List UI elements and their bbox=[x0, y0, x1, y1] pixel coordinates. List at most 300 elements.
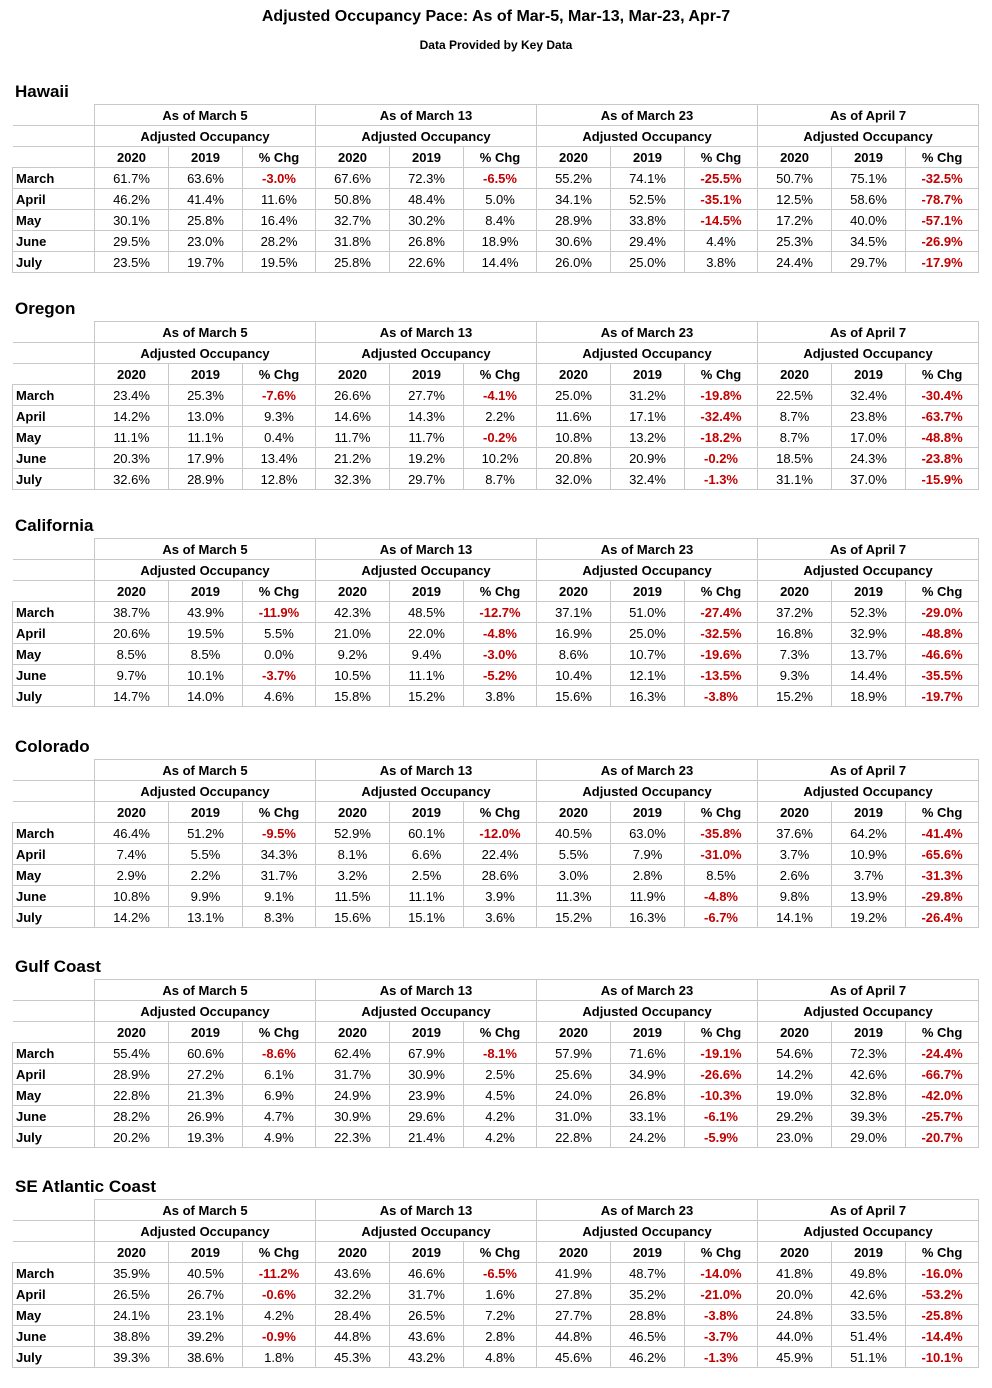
value-cell: 63.0% bbox=[611, 823, 685, 844]
value-cell: 13.1% bbox=[169, 907, 243, 928]
pct-change-cell: 9.1% bbox=[243, 886, 316, 907]
value-cell: 43.6% bbox=[390, 1326, 464, 1347]
value-cell: 28.9% bbox=[95, 1064, 169, 1085]
pct-change-cell: -6.5% bbox=[464, 168, 537, 189]
blank-cell bbox=[13, 980, 95, 1001]
group-header: As of April 7 bbox=[758, 760, 979, 781]
value-cell: 60.6% bbox=[169, 1043, 243, 1064]
subcolumn-header: 2019 bbox=[832, 581, 906, 602]
value-cell: 22.3% bbox=[316, 1127, 390, 1148]
subcolumn-header: % Chg bbox=[243, 147, 316, 168]
value-cell: 11.9% bbox=[611, 886, 685, 907]
pct-change-cell: -19.7% bbox=[906, 686, 979, 707]
value-cell: 51.4% bbox=[832, 1326, 906, 1347]
subcolumn-header: % Chg bbox=[243, 581, 316, 602]
value-cell: 25.8% bbox=[316, 252, 390, 273]
value-cell: 20.3% bbox=[95, 448, 169, 469]
subcolumn-header: 2020 bbox=[316, 1022, 390, 1043]
subcolumn-header: % Chg bbox=[464, 1022, 537, 1043]
pct-change-cell: 4.9% bbox=[243, 1127, 316, 1148]
blank-cell bbox=[13, 343, 95, 364]
value-cell: 24.2% bbox=[611, 1127, 685, 1148]
value-cell: 52.5% bbox=[611, 189, 685, 210]
subcolumn-header: 2020 bbox=[316, 364, 390, 385]
pct-change-cell: -9.5% bbox=[243, 823, 316, 844]
table-row bbox=[13, 602, 979, 623]
pct-change-cell: -48.8% bbox=[906, 427, 979, 448]
value-cell: 29.4% bbox=[611, 231, 685, 252]
pct-change-cell: 5.5% bbox=[243, 623, 316, 644]
value-cell: 19.5% bbox=[169, 623, 243, 644]
pct-change-cell: -16.0% bbox=[906, 1263, 979, 1284]
value-cell: 21.3% bbox=[169, 1085, 243, 1106]
value-cell: 34.5% bbox=[832, 231, 906, 252]
pct-change-cell: -0.6% bbox=[243, 1284, 316, 1305]
subcolumn-header: 2020 bbox=[95, 147, 169, 168]
value-cell: 14.2% bbox=[95, 406, 169, 427]
value-cell: 24.0% bbox=[537, 1085, 611, 1106]
month-label: May bbox=[13, 1085, 95, 1106]
value-cell: 11.7% bbox=[390, 427, 464, 448]
value-cell: 51.0% bbox=[611, 602, 685, 623]
table-row bbox=[13, 469, 979, 490]
value-cell: 74.1% bbox=[611, 168, 685, 189]
pct-change-cell: -25.8% bbox=[906, 1305, 979, 1326]
pct-change-cell: -19.6% bbox=[685, 644, 758, 665]
value-cell: 15.2% bbox=[390, 686, 464, 707]
subcolumn-header: % Chg bbox=[685, 581, 758, 602]
metric-header: Adjusted Occupancy bbox=[95, 343, 316, 364]
group-header: As of March 5 bbox=[95, 322, 316, 343]
value-cell: 62.4% bbox=[316, 1043, 390, 1064]
table-row bbox=[13, 823, 979, 844]
pct-change-cell: -46.6% bbox=[906, 644, 979, 665]
value-cell: 37.0% bbox=[832, 469, 906, 490]
value-cell: 15.8% bbox=[316, 686, 390, 707]
table-row bbox=[13, 623, 979, 644]
table-row bbox=[13, 385, 979, 406]
subcolumn-header: % Chg bbox=[906, 147, 979, 168]
value-cell: 8.6% bbox=[537, 644, 611, 665]
pct-change-cell: -3.7% bbox=[685, 1326, 758, 1347]
value-cell: 32.0% bbox=[537, 469, 611, 490]
metric-header: Adjusted Occupancy bbox=[95, 560, 316, 581]
value-cell: 38.7% bbox=[95, 602, 169, 623]
value-cell: 31.0% bbox=[537, 1106, 611, 1127]
blank-cell bbox=[13, 760, 95, 781]
table-row bbox=[13, 865, 979, 886]
blank-cell bbox=[13, 802, 95, 823]
value-cell: 24.3% bbox=[832, 448, 906, 469]
pct-change-cell: -65.6% bbox=[906, 844, 979, 865]
pct-change-cell: -29.8% bbox=[906, 886, 979, 907]
value-cell: 55.4% bbox=[95, 1043, 169, 1064]
value-cell: 45.3% bbox=[316, 1347, 390, 1368]
pct-change-cell: -6.5% bbox=[464, 1263, 537, 1284]
value-cell: 13.9% bbox=[832, 886, 906, 907]
metric-header: Adjusted Occupancy bbox=[758, 343, 979, 364]
blank-cell bbox=[13, 1022, 95, 1043]
value-cell: 17.1% bbox=[611, 406, 685, 427]
value-cell: 3.7% bbox=[832, 865, 906, 886]
value-cell: 25.8% bbox=[169, 210, 243, 231]
value-cell: 41.8% bbox=[758, 1263, 832, 1284]
metric-header: Adjusted Occupancy bbox=[537, 343, 758, 364]
value-cell: 46.2% bbox=[611, 1347, 685, 1368]
group-header: As of March 13 bbox=[316, 105, 537, 126]
pct-change-cell: -25.5% bbox=[685, 168, 758, 189]
region-name: Gulf Coast bbox=[15, 957, 101, 976]
value-cell: 33.5% bbox=[832, 1305, 906, 1326]
value-cell: 10.7% bbox=[611, 644, 685, 665]
value-cell: 23.8% bbox=[832, 406, 906, 427]
subcolumn-header: % Chg bbox=[685, 1242, 758, 1263]
month-label: June bbox=[13, 448, 95, 469]
value-cell: 26.5% bbox=[95, 1284, 169, 1305]
month-label: April bbox=[13, 623, 95, 644]
pct-change-cell: 3.6% bbox=[464, 907, 537, 928]
value-cell: 45.6% bbox=[537, 1347, 611, 1368]
subcolumn-header: % Chg bbox=[906, 1022, 979, 1043]
table-row bbox=[13, 168, 979, 189]
subcolumn-header: 2019 bbox=[832, 364, 906, 385]
pct-change-cell: 11.6% bbox=[243, 189, 316, 210]
metric-header: Adjusted Occupancy bbox=[758, 126, 979, 147]
pct-change-cell: -15.9% bbox=[906, 469, 979, 490]
pct-change-cell: 28.6% bbox=[464, 865, 537, 886]
value-cell: 8.5% bbox=[169, 644, 243, 665]
table-row bbox=[13, 231, 979, 252]
value-cell: 32.6% bbox=[95, 469, 169, 490]
subcolumn-header: % Chg bbox=[906, 1242, 979, 1263]
pct-change-cell: 5.0% bbox=[464, 189, 537, 210]
blank-cell bbox=[13, 1221, 95, 1242]
value-cell: 14.2% bbox=[95, 907, 169, 928]
value-cell: 29.5% bbox=[95, 231, 169, 252]
month-label: March bbox=[13, 1263, 95, 1284]
value-cell: 7.9% bbox=[611, 844, 685, 865]
pct-change-cell: -42.0% bbox=[906, 1085, 979, 1106]
value-cell: 8.1% bbox=[316, 844, 390, 865]
region-name: California bbox=[15, 516, 94, 535]
group-header: As of March 23 bbox=[537, 322, 758, 343]
pct-change-cell: 4.2% bbox=[464, 1106, 537, 1127]
value-cell: 20.0% bbox=[758, 1284, 832, 1305]
pct-change-cell: -4.8% bbox=[464, 623, 537, 644]
subcolumn-header: % Chg bbox=[464, 147, 537, 168]
pct-change-cell: -11.2% bbox=[243, 1263, 316, 1284]
value-cell: 37.6% bbox=[758, 823, 832, 844]
region-name: Oregon bbox=[15, 299, 76, 318]
value-cell: 42.3% bbox=[316, 602, 390, 623]
month-label: May bbox=[13, 865, 95, 886]
subcolumn-header: 2019 bbox=[390, 802, 464, 823]
value-cell: 23.0% bbox=[169, 231, 243, 252]
value-cell: 12.5% bbox=[758, 189, 832, 210]
subcolumn-header: % Chg bbox=[464, 364, 537, 385]
pct-change-cell: 13.4% bbox=[243, 448, 316, 469]
subcolumn-header: % Chg bbox=[464, 581, 537, 602]
value-cell: 22.0% bbox=[390, 623, 464, 644]
value-cell: 29.7% bbox=[832, 252, 906, 273]
subcolumn-header: 2019 bbox=[390, 147, 464, 168]
group-header: As of April 7 bbox=[758, 980, 979, 1001]
subcolumn-header: 2020 bbox=[537, 581, 611, 602]
table-row bbox=[13, 1043, 979, 1064]
subcolumn-header: 2019 bbox=[390, 1022, 464, 1043]
pct-change-cell: -8.6% bbox=[243, 1043, 316, 1064]
value-cell: 45.9% bbox=[758, 1347, 832, 1368]
value-cell: 25.0% bbox=[611, 623, 685, 644]
value-cell: 3.2% bbox=[316, 865, 390, 886]
subcolumn-header: % Chg bbox=[464, 1242, 537, 1263]
value-cell: 25.0% bbox=[537, 385, 611, 406]
value-cell: 39.3% bbox=[832, 1106, 906, 1127]
value-cell: 24.9% bbox=[316, 1085, 390, 1106]
value-cell: 9.9% bbox=[169, 886, 243, 907]
value-cell: 28.4% bbox=[316, 1305, 390, 1326]
subcolumn-header: 2020 bbox=[758, 1242, 832, 1263]
pct-change-cell: -12.7% bbox=[464, 602, 537, 623]
month-label: July bbox=[13, 252, 95, 273]
value-cell: 11.6% bbox=[537, 406, 611, 427]
value-cell: 35.2% bbox=[611, 1284, 685, 1305]
value-cell: 38.6% bbox=[169, 1347, 243, 1368]
subcolumn-header: 2020 bbox=[758, 147, 832, 168]
value-cell: 30.1% bbox=[95, 210, 169, 231]
pct-change-cell: 3.9% bbox=[464, 886, 537, 907]
value-cell: 9.3% bbox=[758, 665, 832, 686]
pct-change-cell: -17.9% bbox=[906, 252, 979, 273]
subcolumn-header: 2020 bbox=[758, 802, 832, 823]
subcolumn-header: % Chg bbox=[685, 364, 758, 385]
pct-change-cell: 4.2% bbox=[464, 1127, 537, 1148]
pct-change-cell: 4.7% bbox=[243, 1106, 316, 1127]
value-cell: 25.3% bbox=[758, 231, 832, 252]
value-cell: 30.6% bbox=[537, 231, 611, 252]
metric-header: Adjusted Occupancy bbox=[758, 1221, 979, 1242]
group-header: As of March 13 bbox=[316, 1200, 537, 1221]
table-row bbox=[13, 686, 979, 707]
table-row bbox=[13, 1263, 979, 1284]
occupancy-table bbox=[12, 979, 979, 1148]
pct-change-cell: -3.7% bbox=[243, 665, 316, 686]
blank-cell bbox=[13, 1001, 95, 1022]
page-title: Adjusted Occupancy Pace: As of Mar-5, Mar-13, Mar-23, Apr-7 bbox=[261, 8, 731, 25]
pct-change-cell: -6.7% bbox=[685, 907, 758, 928]
occupancy-table bbox=[12, 321, 979, 490]
subcolumn-header: 2020 bbox=[316, 802, 390, 823]
value-cell: 7.3% bbox=[758, 644, 832, 665]
pct-change-cell: -66.7% bbox=[906, 1064, 979, 1085]
value-cell: 17.9% bbox=[169, 448, 243, 469]
value-cell: 10.8% bbox=[95, 886, 169, 907]
value-cell: 35.9% bbox=[95, 1263, 169, 1284]
value-cell: 34.9% bbox=[611, 1064, 685, 1085]
pct-change-cell: 3.8% bbox=[685, 252, 758, 273]
group-header: As of March 23 bbox=[537, 760, 758, 781]
value-cell: 29.6% bbox=[390, 1106, 464, 1127]
value-cell: 63.6% bbox=[169, 168, 243, 189]
value-cell: 16.8% bbox=[758, 623, 832, 644]
value-cell: 32.4% bbox=[611, 469, 685, 490]
month-label: May bbox=[13, 1305, 95, 1326]
value-cell: 39.2% bbox=[169, 1326, 243, 1347]
value-cell: 5.5% bbox=[169, 844, 243, 865]
value-cell: 6.6% bbox=[390, 844, 464, 865]
group-header: As of March 13 bbox=[316, 980, 537, 1001]
group-header: As of April 7 bbox=[758, 105, 979, 126]
table-row bbox=[13, 665, 979, 686]
table-row bbox=[13, 252, 979, 273]
value-cell: 22.8% bbox=[537, 1127, 611, 1148]
value-cell: 40.5% bbox=[169, 1263, 243, 1284]
value-cell: 20.9% bbox=[611, 448, 685, 469]
pct-change-cell: -0.2% bbox=[464, 427, 537, 448]
value-cell: 15.2% bbox=[758, 686, 832, 707]
metric-header: Adjusted Occupancy bbox=[316, 126, 537, 147]
blank-cell bbox=[13, 364, 95, 385]
value-cell: 19.7% bbox=[169, 252, 243, 273]
value-cell: 22.8% bbox=[95, 1085, 169, 1106]
value-cell: 10.9% bbox=[832, 844, 906, 865]
value-cell: 32.8% bbox=[832, 1085, 906, 1106]
table-row bbox=[13, 210, 979, 231]
value-cell: 38.8% bbox=[95, 1326, 169, 1347]
metric-header: Adjusted Occupancy bbox=[758, 781, 979, 802]
metric-header: Adjusted Occupancy bbox=[95, 1221, 316, 1242]
value-cell: 46.2% bbox=[95, 189, 169, 210]
value-cell: 30.9% bbox=[316, 1106, 390, 1127]
subcolumn-header: 2019 bbox=[611, 802, 685, 823]
value-cell: 44.0% bbox=[758, 1326, 832, 1347]
value-cell: 2.2% bbox=[169, 865, 243, 886]
pct-change-cell: -5.9% bbox=[685, 1127, 758, 1148]
value-cell: 11.1% bbox=[169, 427, 243, 448]
subcolumn-header: 2020 bbox=[95, 1022, 169, 1043]
metric-header: Adjusted Occupancy bbox=[316, 343, 537, 364]
pct-change-cell: 2.8% bbox=[464, 1326, 537, 1347]
month-label: May bbox=[13, 427, 95, 448]
metric-header: Adjusted Occupancy bbox=[758, 560, 979, 581]
value-cell: 2.8% bbox=[611, 865, 685, 886]
value-cell: 20.6% bbox=[95, 623, 169, 644]
value-cell: 24.8% bbox=[758, 1305, 832, 1326]
subcolumn-header: 2020 bbox=[316, 581, 390, 602]
region-name: SE Atlantic Coast bbox=[15, 1177, 157, 1196]
value-cell: 40.0% bbox=[832, 210, 906, 231]
value-cell: 15.6% bbox=[537, 686, 611, 707]
metric-header: Adjusted Occupancy bbox=[316, 1001, 537, 1022]
value-cell: 15.2% bbox=[537, 907, 611, 928]
value-cell: 41.4% bbox=[169, 189, 243, 210]
value-cell: 11.5% bbox=[316, 886, 390, 907]
value-cell: 30.2% bbox=[390, 210, 464, 231]
value-cell: 12.1% bbox=[611, 665, 685, 686]
value-cell: 2.5% bbox=[390, 865, 464, 886]
table-row bbox=[13, 448, 979, 469]
subcolumn-header: 2019 bbox=[611, 364, 685, 385]
subcolumn-header: 2019 bbox=[611, 1022, 685, 1043]
pct-change-cell: 18.9% bbox=[464, 231, 537, 252]
subcolumn-header: 2019 bbox=[169, 1022, 243, 1043]
blank-cell bbox=[13, 581, 95, 602]
value-cell: 30.9% bbox=[390, 1064, 464, 1085]
pct-change-cell: -25.7% bbox=[906, 1106, 979, 1127]
value-cell: 67.9% bbox=[390, 1043, 464, 1064]
group-header: As of March 5 bbox=[95, 539, 316, 560]
blank-cell bbox=[13, 147, 95, 168]
pct-change-cell: 4.6% bbox=[243, 686, 316, 707]
group-header: As of March 13 bbox=[316, 322, 537, 343]
pct-change-cell: 0.0% bbox=[243, 644, 316, 665]
metric-header: Adjusted Occupancy bbox=[537, 1001, 758, 1022]
metric-header: Adjusted Occupancy bbox=[316, 1221, 537, 1242]
pct-change-cell: 22.4% bbox=[464, 844, 537, 865]
table-row bbox=[13, 427, 979, 448]
pct-change-cell: -20.7% bbox=[906, 1127, 979, 1148]
value-cell: 9.4% bbox=[390, 644, 464, 665]
pct-change-cell: -53.2% bbox=[906, 1284, 979, 1305]
value-cell: 29.7% bbox=[390, 469, 464, 490]
value-cell: 27.7% bbox=[537, 1305, 611, 1326]
value-cell: 46.6% bbox=[390, 1263, 464, 1284]
subcolumn-header: 2019 bbox=[390, 364, 464, 385]
month-label: May bbox=[13, 210, 95, 231]
value-cell: 41.9% bbox=[537, 1263, 611, 1284]
pct-change-cell: -32.5% bbox=[685, 623, 758, 644]
metric-header: Adjusted Occupancy bbox=[537, 126, 758, 147]
subcolumn-header: 2020 bbox=[316, 147, 390, 168]
pct-change-cell: 19.5% bbox=[243, 252, 316, 273]
value-cell: 49.8% bbox=[832, 1263, 906, 1284]
subcolumn-header: 2020 bbox=[758, 1022, 832, 1043]
group-header: As of March 13 bbox=[316, 760, 537, 781]
subcolumn-header: 2020 bbox=[95, 581, 169, 602]
value-cell: 27.7% bbox=[390, 385, 464, 406]
value-cell: 25.0% bbox=[611, 252, 685, 273]
month-label: July bbox=[13, 907, 95, 928]
subcolumn-header: 2020 bbox=[95, 1242, 169, 1263]
value-cell: 31.7% bbox=[390, 1284, 464, 1305]
pct-change-cell: -26.6% bbox=[685, 1064, 758, 1085]
value-cell: 9.2% bbox=[316, 644, 390, 665]
value-cell: 7.4% bbox=[95, 844, 169, 865]
month-label: July bbox=[13, 469, 95, 490]
subcolumn-header: 2019 bbox=[390, 581, 464, 602]
value-cell: 42.6% bbox=[832, 1064, 906, 1085]
subcolumn-header: 2020 bbox=[537, 1022, 611, 1043]
group-header: As of March 23 bbox=[537, 1200, 758, 1221]
value-cell: 14.2% bbox=[758, 1064, 832, 1085]
pct-change-cell: 16.4% bbox=[243, 210, 316, 231]
month-label: June bbox=[13, 665, 95, 686]
pct-change-cell: 0.4% bbox=[243, 427, 316, 448]
pct-change-cell: -24.4% bbox=[906, 1043, 979, 1064]
blank-cell bbox=[13, 105, 95, 126]
pct-change-cell: 8.4% bbox=[464, 210, 537, 231]
pct-change-cell: -48.8% bbox=[906, 623, 979, 644]
pct-change-cell: 31.7% bbox=[243, 865, 316, 886]
metric-header: Adjusted Occupancy bbox=[95, 126, 316, 147]
value-cell: 23.0% bbox=[758, 1127, 832, 1148]
value-cell: 28.2% bbox=[95, 1106, 169, 1127]
group-header: As of March 5 bbox=[95, 980, 316, 1001]
group-header: As of March 23 bbox=[537, 980, 758, 1001]
pct-change-cell: -1.3% bbox=[685, 469, 758, 490]
month-label: March bbox=[13, 385, 95, 406]
pct-change-cell: -41.4% bbox=[906, 823, 979, 844]
